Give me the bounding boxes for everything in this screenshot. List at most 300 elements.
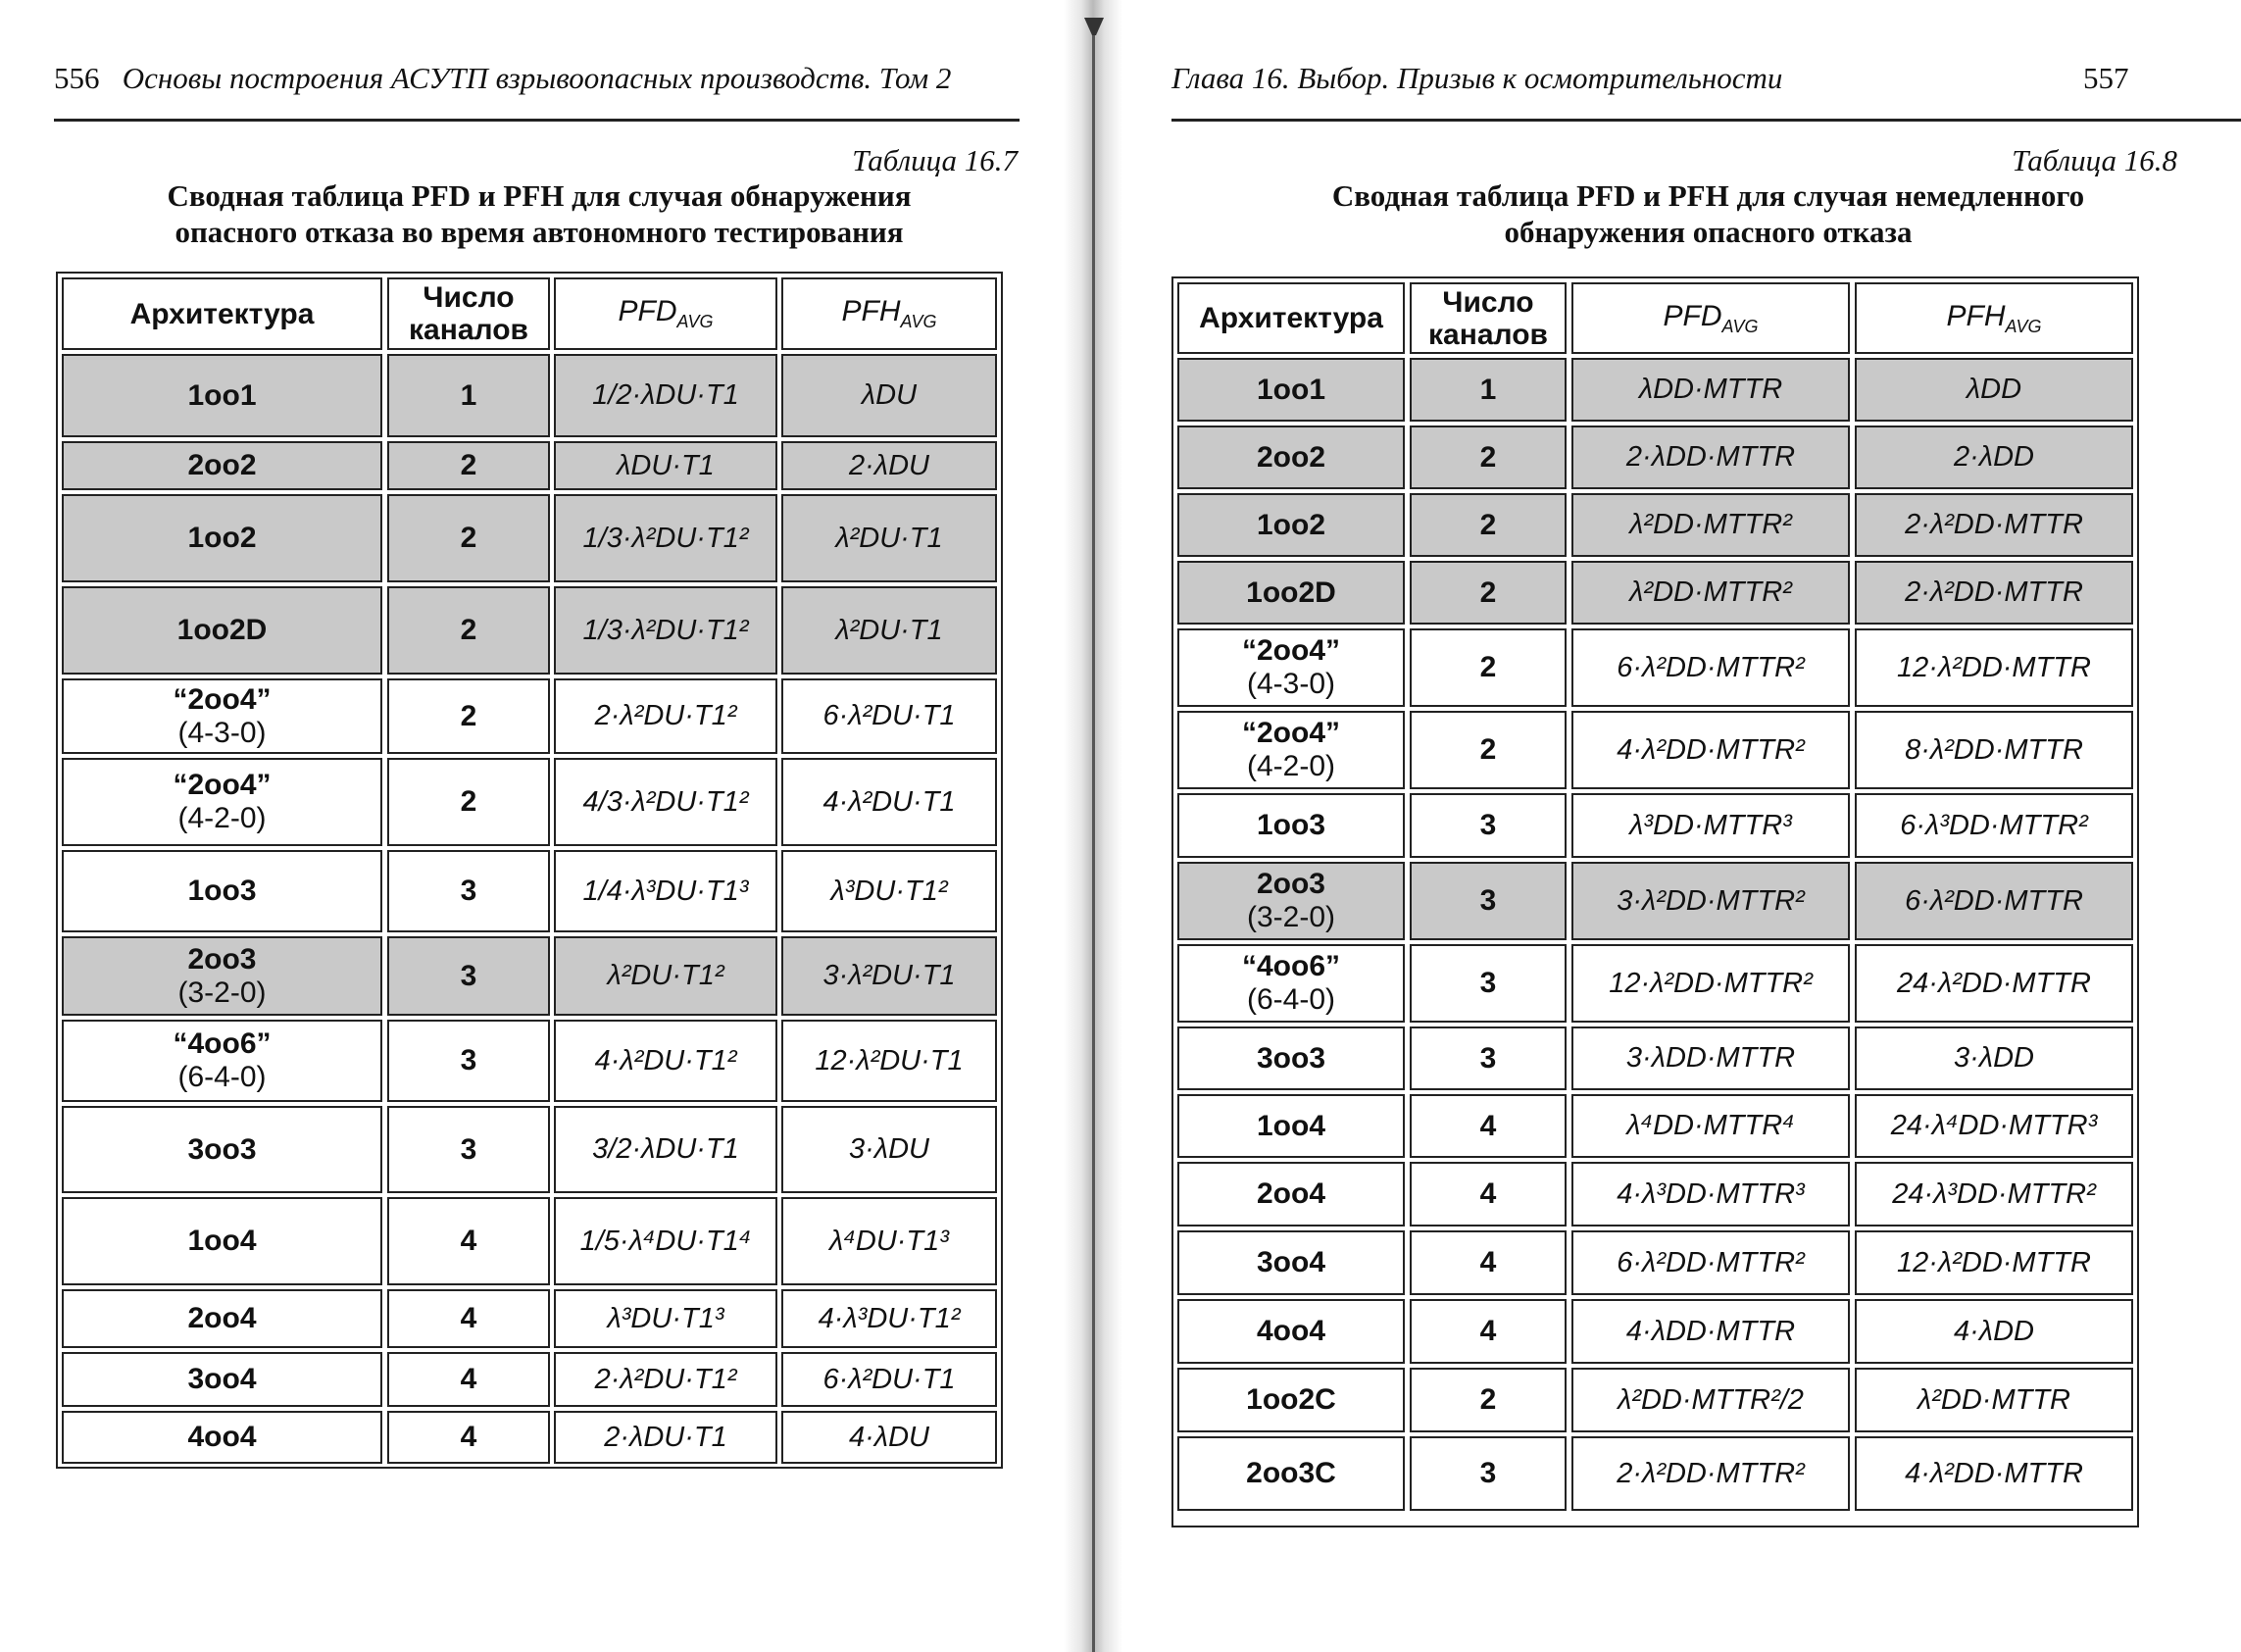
architecture-name: “2oo4”: [1241, 634, 1341, 667]
pfd-formula: λ²DD·MTTR²: [1629, 576, 1792, 608]
header-pfd: [554, 277, 777, 350]
architecture-name: 1oo3: [1256, 809, 1326, 841]
header-channels-line: каналов: [409, 314, 528, 346]
pfh-formula: 6·λ³DD·MTTR²: [1900, 809, 2088, 841]
pfh-formula-cell: [781, 1197, 997, 1285]
channels-cell: [1410, 493, 1567, 557]
pfd-formula: λ²DU·T1²: [607, 960, 724, 991]
architecture-voting: (4-3-0): [1246, 668, 1335, 700]
pfh-formula: 4·λ³DU·T1²: [818, 1302, 961, 1334]
architecture-name: 1oo1: [187, 378, 257, 412]
pfh-formula: 2·λ²DD·MTTR: [1905, 576, 2083, 608]
channels-cell: [1410, 1026, 1567, 1090]
pfh-formula-cell: [1855, 862, 2133, 940]
architecture-label: [1257, 374, 1325, 407]
pfh-formula: 12·λ²DD·MTTR: [1897, 651, 2091, 683]
architecture-label: [177, 614, 268, 647]
architecture-cell: [62, 1106, 382, 1193]
architecture-name: 3oo3: [1256, 1041, 1326, 1075]
architecture-label: [1257, 1315, 1325, 1348]
architecture-label: [187, 1302, 256, 1335]
pfd-formula-cell: [1571, 1094, 1850, 1158]
channels-value: 2: [460, 785, 477, 818]
pfh-formula: 4·λDD: [1954, 1315, 2034, 1347]
header-architecture-label: Архитектура: [129, 297, 315, 330]
header-architecture: [1177, 282, 1405, 354]
pfd-formula-cell: [554, 936, 777, 1016]
pfd-formula: 2·λ²DU·T1²: [594, 1363, 737, 1395]
pfh-formula-cell: [781, 936, 997, 1016]
pfh-formula: 24·λ⁴DD·MTTR³: [1890, 1110, 2098, 1141]
pfh-formula-cell: [1855, 493, 2133, 557]
channels-value: 4: [1479, 1315, 1497, 1347]
pfd-formula: 4·λ²DU·T1²: [594, 1044, 737, 1076]
pfh-formula-cell: [1855, 561, 2133, 625]
architecture-label: [177, 943, 266, 1010]
architecture-cell: [1177, 1230, 1405, 1295]
architecture-label: [187, 875, 256, 908]
channels-cell: [1410, 862, 1567, 940]
architecture-cell: [62, 1411, 382, 1464]
architecture-cell: [1177, 493, 1405, 557]
table-number-left: Таблица 16.7: [852, 143, 1018, 177]
architecture-label: [187, 449, 256, 482]
architecture-name: 2oo4: [187, 1302, 257, 1334]
architecture-name: 1oo2D: [176, 614, 268, 646]
pfh-formula: 4·λ²DU·T1: [822, 785, 956, 818]
summary-table-16-8: [1171, 276, 2139, 1527]
architecture-cell: [1177, 793, 1405, 858]
architecture-label: [1242, 717, 1340, 783]
pfd-formula-cell: [554, 586, 777, 675]
pfh-formula-cell: [1855, 426, 2133, 489]
channels-value: 3: [1479, 1457, 1497, 1489]
architecture-label: [173, 769, 271, 835]
header-pfd-sub: AVG: [1721, 316, 1759, 336]
table-title-line: обнаружения опасного отказа: [1504, 215, 1913, 249]
architecture-cell: [62, 586, 382, 675]
channels-cell: [387, 1197, 550, 1285]
channels-cell: [1410, 628, 1567, 707]
pfd-formula: λDD·MTTR: [1638, 374, 1783, 405]
pfd-formula-cell: [1571, 426, 1850, 489]
header-channels-line: каналов: [1428, 318, 1548, 351]
pfh-formula: 24·λ³DD·MTTR²: [1892, 1177, 2096, 1210]
pfh-formula-cell: [781, 1352, 997, 1407]
channels-value: 2: [1479, 576, 1497, 609]
channels-value: 2: [460, 699, 477, 732]
pfh-formula: 6·λ²DU·T1: [822, 700, 956, 731]
pfh-formula: λ⁴DU·T1³: [829, 1225, 949, 1257]
architecture-cell: [62, 850, 382, 932]
pfh-formula-cell: [781, 354, 997, 437]
header-pfh-label: [841, 295, 936, 332]
header-architecture-label: Архитектура: [1199, 302, 1383, 334]
architecture-cell: [62, 678, 382, 754]
architecture-name: 1oo2: [1256, 508, 1326, 541]
architecture-cell: [62, 936, 382, 1016]
pfd-formula: λ⁴DD·MTTR⁴: [1626, 1110, 1795, 1141]
page-number-right-box: [2083, 61, 2129, 96]
channels-value: 2: [1479, 1383, 1497, 1416]
architecture-label: [1242, 950, 1340, 1017]
channels-value: 2: [1479, 440, 1497, 474]
architecture-name: 4oo4: [187, 1421, 257, 1453]
architecture-cell: [62, 441, 382, 490]
pfh-formula-cell: [781, 1106, 997, 1193]
pfd-formula-cell: [1571, 493, 1850, 557]
pfh-formula-cell: [1855, 711, 2133, 789]
channels-value: 1: [460, 378, 477, 412]
architecture-label: [1257, 1246, 1325, 1279]
right-page: [1088, 0, 2241, 1652]
architecture-cell: [1177, 1162, 1405, 1226]
pfd-formula-cell: [1571, 944, 1850, 1023]
pfh-formula-cell: [1855, 1094, 2133, 1158]
architecture-cell: [62, 1020, 382, 1102]
table-title-right: [1171, 177, 2241, 250]
architecture-label: [187, 1133, 256, 1167]
pfh-formula: λ³DU·T1²: [830, 875, 948, 907]
pfh-formula-cell: [1855, 358, 2133, 422]
architecture-name: “4oo6”: [173, 1027, 272, 1060]
header-channels-line: Число: [423, 281, 515, 314]
pfd-formula-cell: [554, 1289, 777, 1348]
architecture-cell: [1177, 1094, 1405, 1158]
channels-value: 2: [460, 449, 477, 481]
architecture-name: “2oo4”: [173, 682, 272, 716]
running-title-right: Глава 16. Выбор. Призыв к осмотрительности: [1171, 61, 1783, 95]
architecture-voting: (4-2-0): [1246, 750, 1335, 782]
pfh-formula-cell: [781, 441, 997, 490]
channels-value: 2: [460, 614, 477, 646]
architecture-label: [1257, 1177, 1325, 1211]
pfh-formula: 12·λ²DD·MTTR: [1897, 1246, 2091, 1278]
channels-cell: [1410, 793, 1567, 858]
pfd-formula-cell: [1571, 862, 1850, 940]
pfd-formula-cell: [1571, 1026, 1850, 1090]
header-channels-line: Число: [1442, 285, 1534, 319]
pfd-formula-cell: [554, 1020, 777, 1102]
pfd-formula: 2·λ²DU·T1²: [594, 700, 737, 731]
header-rule-left: [54, 119, 1020, 122]
pfh-formula-cell: [781, 1289, 997, 1348]
header-pfh-label: [1946, 300, 2041, 337]
channels-cell: [1410, 1299, 1567, 1364]
header-pfh-sub: AVG: [900, 312, 937, 331]
channels-value: 4: [460, 1302, 477, 1334]
architecture-name: 2oo4: [1256, 1177, 1326, 1210]
pfd-formula: 1/3·λ²DU·T1²: [582, 522, 749, 554]
architecture-cell: [1177, 1368, 1405, 1432]
channels-value: 2: [1479, 733, 1497, 766]
pfh-formula-cell: [781, 850, 997, 932]
architecture-name: 3oo4: [187, 1363, 257, 1395]
architecture-label: [1257, 809, 1325, 842]
architecture-name: “2oo4”: [1241, 717, 1341, 749]
channels-cell: [1410, 426, 1567, 489]
architecture-label: [1246, 1457, 1336, 1490]
left-running-head: [54, 61, 951, 96]
header-pfd-sub: AVG: [676, 312, 714, 331]
architecture-cell: [62, 1352, 382, 1407]
header-channels-label: [1428, 286, 1548, 351]
architecture-cell: [1177, 628, 1405, 707]
header-pfh: [1855, 282, 2133, 354]
header-pfd-label: [618, 295, 713, 332]
table-title-line: опасного отказа во время автономного тестирования: [174, 215, 904, 249]
channels-value: 3: [460, 875, 477, 907]
channels-cell: [387, 586, 550, 675]
pfd-formula: 4/3·λ²DU·T1²: [582, 785, 749, 818]
architecture-label: [187, 1363, 256, 1396]
pfd-formula-cell: [554, 678, 777, 754]
channels-cell: [387, 936, 550, 1016]
channels-cell: [387, 494, 550, 582]
pfh-formula-cell: [1855, 1026, 2133, 1090]
architecture-label: [187, 522, 256, 555]
channels-value: 4: [460, 1225, 477, 1257]
pfd-formula: 3/2·λDU·T1: [592, 1133, 739, 1165]
architecture-label: [173, 683, 271, 750]
pfh-formula: 6·λ²DD·MTTR: [1905, 884, 2083, 917]
pfd-formula: 4·λ³DD·MTTR³: [1617, 1177, 1805, 1210]
architecture-name: 2oo2: [1256, 440, 1326, 474]
header-channels: [1410, 282, 1567, 354]
architecture-label: [1257, 441, 1325, 475]
pfd-formula-cell: [1571, 628, 1850, 707]
architecture-name: “4oo6”: [1241, 950, 1341, 982]
pfh-formula-cell: [1855, 793, 2133, 858]
header-pfh: [781, 277, 997, 350]
table-title-line: Сводная таблица PFD и PFH для случая обнаружения: [167, 178, 912, 213]
pfd-formula: λ³DU·T1³: [607, 1302, 724, 1334]
pfh-formula-cell: [781, 586, 997, 675]
pfd-formula-cell: [1571, 1368, 1850, 1432]
architecture-name: 4oo4: [1256, 1315, 1326, 1347]
pfh-formula: 2·λDD: [1954, 441, 2034, 473]
pfd-formula-cell: [554, 1411, 777, 1464]
pfh-formula-cell: [1855, 628, 2133, 707]
pfd-formula: 1/2·λDU·T1: [592, 379, 739, 411]
header-pfh-text: PFH: [1946, 299, 2006, 332]
channels-cell: [387, 1020, 550, 1102]
pfh-formula: 6·λ²DU·T1: [822, 1363, 956, 1395]
pfh-formula-cell: [1855, 1230, 2133, 1295]
architecture-name: 1oo2D: [1246, 576, 1336, 609]
pfd-formula-cell: [554, 1197, 777, 1285]
architecture-cell: [62, 1197, 382, 1285]
architecture-label: [1246, 1383, 1336, 1417]
pfd-formula: 3·λ²DD·MTTR²: [1617, 884, 1805, 917]
channels-cell: [1410, 1368, 1567, 1432]
pfd-formula: 6·λ²DD·MTTR²: [1617, 651, 1805, 683]
pfd-formula: 3·λDD·MTTR: [1625, 1042, 1796, 1074]
channels-value: 3: [1479, 967, 1497, 999]
page-number-right: 557: [2083, 61, 2129, 95]
architecture-label: [1246, 576, 1336, 610]
table-title-left: [59, 177, 1020, 250]
channels-value: 3: [460, 1132, 477, 1166]
pfh-formula: λ²DU·T1: [835, 522, 943, 554]
channels-value: 2: [1479, 508, 1497, 541]
pfd-formula: 1/3·λ²DU·T1²: [582, 614, 749, 646]
header-pfh-sub: AVG: [2005, 316, 2042, 336]
architecture-cell: [1177, 1436, 1405, 1511]
pfd-formula-cell: [554, 758, 777, 846]
architecture-name: 3oo4: [1256, 1246, 1326, 1278]
pfh-formula-cell: [781, 678, 997, 754]
pfd-formula-cell: [554, 441, 777, 490]
channels-value: 3: [460, 959, 477, 992]
channels-value: 4: [1479, 1246, 1497, 1278]
architecture-label: [187, 379, 256, 413]
pfh-formula: 12·λ²DU·T1: [815, 1044, 964, 1076]
pfh-formula-cell: [1855, 1299, 2133, 1364]
architecture-name: 1oo4: [1256, 1109, 1326, 1142]
architecture-label: [1257, 509, 1325, 542]
architecture-voting: (3-2-0): [1246, 901, 1335, 933]
architecture-label: [187, 1225, 256, 1258]
pfh-formula-cell: [781, 1020, 997, 1102]
pfd-formula-cell: [554, 1106, 777, 1193]
channels-value: 1: [1479, 373, 1497, 406]
architecture-label: [1247, 868, 1335, 934]
channels-value: 3: [1479, 1041, 1497, 1075]
channels-cell: [387, 1411, 550, 1464]
channels-cell: [1410, 1162, 1567, 1226]
pfd-formula: λ³DD·MTTR³: [1629, 809, 1792, 841]
architecture-name: 3oo3: [187, 1132, 257, 1166]
header-pfd-label: [1663, 300, 1758, 337]
architecture-cell: [1177, 426, 1405, 489]
pfh-formula: 3·λDU: [849, 1133, 929, 1165]
architecture-cell: [62, 758, 382, 846]
summary-table-16-7: [56, 272, 1003, 1469]
pfh-formula: λDU: [861, 379, 918, 411]
header-channels: [387, 277, 550, 350]
channels-value: 4: [460, 1363, 477, 1395]
pfh-formula: 4·λDU: [849, 1421, 929, 1453]
pfh-formula-cell: [1855, 1162, 2133, 1226]
header-architecture: [62, 277, 382, 350]
architecture-cell: [1177, 561, 1405, 625]
architecture-name: 2oo2: [187, 449, 257, 481]
architecture-name: 2oo3C: [1246, 1457, 1336, 1489]
channels-cell: [387, 758, 550, 846]
architecture-voting: (3-2-0): [177, 976, 267, 1009]
header-channels-label: [409, 281, 528, 346]
pfh-formula: 3·λ²DU·T1: [822, 960, 956, 991]
channels-cell: [1410, 1230, 1567, 1295]
channels-cell: [387, 1352, 550, 1407]
channels-cell: [387, 354, 550, 437]
architecture-voting: (4-2-0): [177, 802, 267, 834]
architecture-label: [173, 1027, 271, 1094]
pfd-formula-cell: [554, 494, 777, 582]
pfh-formula-cell: [1855, 1368, 2133, 1432]
architecture-cell: [1177, 711, 1405, 789]
right-running-head: [1171, 61, 1782, 96]
architecture-name: “2oo4”: [173, 769, 272, 801]
architecture-label: [1257, 1042, 1325, 1076]
architecture-name: 2oo3: [1256, 868, 1325, 900]
channels-value: 2: [1479, 651, 1497, 683]
pfh-formula: λDD: [1966, 374, 2022, 405]
architecture-label: [1257, 1110, 1325, 1143]
pfh-formula-cell: [1855, 1436, 2133, 1511]
channels-value: 4: [460, 1421, 477, 1453]
pfh-formula: 4·λ²DD·MTTR: [1905, 1457, 2083, 1489]
pfd-formula-cell: [1571, 1436, 1850, 1511]
architecture-voting: (6-4-0): [177, 1061, 267, 1093]
architecture-cell: [1177, 1299, 1405, 1364]
architecture-cell: [1177, 1026, 1405, 1090]
header-pfd-text: PFD: [618, 295, 677, 327]
channels-cell: [1410, 944, 1567, 1023]
pfh-formula-cell: [1855, 944, 2133, 1023]
pfd-formula-cell: [554, 1352, 777, 1407]
header-pfh-text: PFH: [841, 295, 901, 327]
architecture-cell: [1177, 862, 1405, 940]
pfd-formula: λ²DD·MTTR²: [1629, 509, 1792, 540]
pfd-formula: 4·λ²DD·MTTR²: [1617, 733, 1805, 766]
pfh-formula: λ²DU·T1: [835, 614, 943, 646]
pfd-formula-cell: [1571, 358, 1850, 422]
page-number-left: 556: [54, 61, 100, 95]
pfd-formula: 4·λDD·MTTR: [1625, 1315, 1796, 1347]
pfd-formula-cell: [554, 354, 777, 437]
architecture-voting: (4-3-0): [177, 716, 267, 749]
table-title-line: Сводная таблица PFD и PFH для случая немедленного: [1331, 178, 2085, 213]
channels-cell: [387, 678, 550, 754]
pfd-formula-cell: [1571, 1299, 1850, 1364]
architecture-name: 1oo2: [187, 522, 257, 554]
channels-cell: [387, 441, 550, 490]
pfd-formula-cell: [554, 850, 777, 932]
pfd-formula: 6·λ²DD·MTTR²: [1617, 1246, 1805, 1278]
pfd-formula: λDU·T1: [617, 449, 715, 481]
channels-value: 3: [1479, 884, 1497, 917]
pfh-formula: 24·λ²DD·MTTR: [1897, 967, 2091, 999]
channels-cell: [1410, 1094, 1567, 1158]
pfh-formula-cell: [781, 758, 997, 846]
pfd-formula-cell: [1571, 711, 1850, 789]
table-number-right: Таблица 16.8: [2012, 143, 2177, 177]
pfd-formula: 2·λDU·T1: [604, 1421, 727, 1453]
pfd-formula: λ²DD·MTTR²/2: [1618, 1383, 1804, 1416]
pfd-formula: 12·λ²DD·MTTR²: [1609, 967, 1813, 999]
architecture-name: 1oo3: [187, 875, 257, 907]
header-pfd: [1571, 282, 1850, 354]
pfd-formula-cell: [1571, 1162, 1850, 1226]
architecture-name: 1oo4: [187, 1225, 257, 1257]
channels-value: 3: [460, 1044, 477, 1076]
pfh-formula: 2·λDU: [849, 449, 929, 481]
channels-cell: [1410, 561, 1567, 625]
channels-cell: [387, 1289, 550, 1348]
pfd-formula-cell: [1571, 793, 1850, 858]
pfd-formula-cell: [1571, 561, 1850, 625]
pfd-formula-cell: [1571, 1230, 1850, 1295]
pfd-formula: 1/5·λ⁴DU·T1⁴: [579, 1225, 752, 1257]
architecture-cell: [62, 354, 382, 437]
pfh-formula-cell: [781, 494, 997, 582]
architecture-label: [1242, 634, 1340, 701]
architecture-label: [187, 1421, 256, 1454]
architecture-name: 1oo2C: [1246, 1383, 1336, 1416]
channels-cell: [387, 850, 550, 932]
